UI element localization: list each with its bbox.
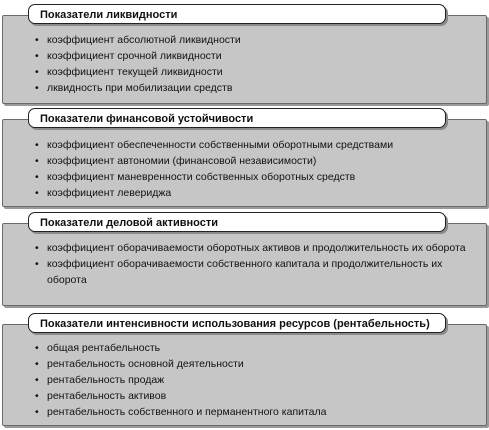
item-list — [35, 240, 477, 288]
section-title: Показатели ликвидности — [28, 4, 446, 24]
section-title: Показатели финансовой устойчивости — [28, 108, 446, 128]
list-item: • коэффициент маневренности собственных оборотных средств — [35, 169, 477, 185]
list-item: • рентабельность продаж — [35, 372, 477, 388]
list-item: • рентабельность активов — [35, 388, 477, 404]
list-item: • рентабельность основной деятельности — [35, 356, 477, 372]
list-item: • коэффициент оборачиваемости собственного капитала и продолжительность их оборота — [35, 256, 477, 288]
item-list — [35, 32, 477, 96]
section-title: Показатели деловой активности — [28, 212, 446, 232]
item-list — [35, 137, 477, 201]
section-title: Показатели интенсивности использования ресурсов (рентабельность) — [28, 313, 446, 333]
section-liquidity — [2, 4, 487, 104]
list-item: • коэффициент автономии (финансовой независимости) — [35, 153, 477, 169]
list-item: • коэффициент срочной ликвидности — [35, 48, 477, 64]
list-item: • общая рентабельность — [35, 340, 477, 356]
list-item: • рентабельность собственного и перманентного капитала — [35, 404, 477, 420]
list-item: • коэффициент оборачиваемости оборотных активов и продолжительность их оборота — [35, 240, 477, 256]
list-item: • коэффициент обеспеченности собственными оборотными средствами — [35, 137, 477, 153]
item-list — [35, 340, 477, 420]
list-item: • коэффициент левериджа — [35, 185, 477, 201]
list-item: • коэффициент текущей ликвидности — [35, 64, 477, 80]
section-resource-efficiency — [2, 313, 487, 426]
list-item: • лквидность при мобилизации средств — [35, 80, 477, 96]
section-business-activity — [2, 212, 487, 306]
list-item: • коэффициент абсолютной ликвидности — [35, 32, 477, 48]
section-financial-stability — [2, 108, 487, 207]
